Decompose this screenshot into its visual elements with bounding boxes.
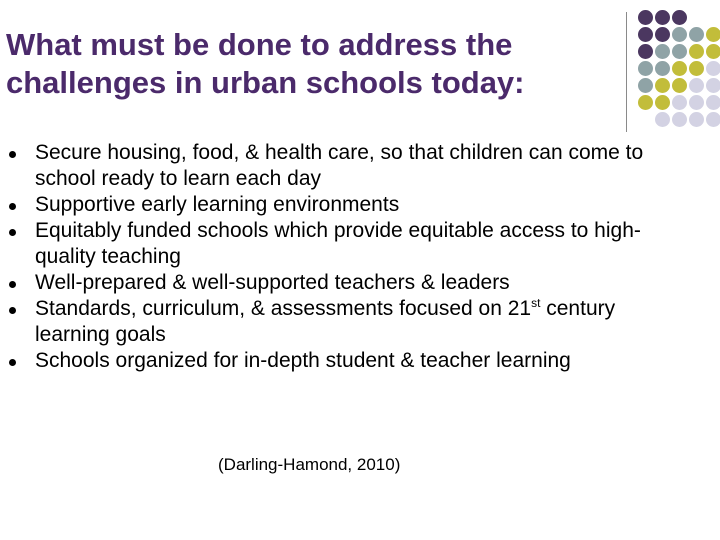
- decorative-dot: [655, 10, 670, 25]
- decorative-dot: [706, 95, 720, 110]
- bullet-item: [0, 218, 720, 270]
- decorative-dot: [672, 44, 687, 59]
- title-divider: [626, 12, 627, 132]
- bullet-text: Well-prepared & well-supported teachers & leaders: [35, 271, 510, 294]
- decorative-dot: [638, 78, 653, 93]
- bullet-text: [35, 297, 615, 346]
- decorative-dot: [689, 95, 704, 110]
- decorative-dot: [655, 112, 670, 127]
- bullet-icon: [9, 229, 16, 236]
- bullet-item: [0, 192, 720, 218]
- decorative-dot: [672, 78, 687, 93]
- bullet-item: [0, 140, 720, 192]
- bullet-icon: [9, 307, 16, 314]
- decorative-dot: [655, 95, 670, 110]
- slide-title: What must be done to address the challenges in urban schools today:: [6, 27, 525, 100]
- decorative-dot: [672, 10, 687, 25]
- decorative-dot: [706, 112, 720, 127]
- citation: (Darling-Hamond, 2010): [218, 455, 401, 474]
- ordinal-suffix: st: [531, 296, 541, 310]
- bullet-text: Schools organized for in-depth student & teacher learning: [35, 349, 571, 372]
- decorative-dot: [638, 27, 653, 42]
- decorative-dot: [655, 44, 670, 59]
- decorative-dot: [638, 44, 653, 59]
- decorative-dot: [689, 112, 704, 127]
- bullet-icon: [9, 203, 16, 210]
- decorative-dot: [672, 27, 687, 42]
- bullet-item: [0, 270, 720, 296]
- decorative-dot: [638, 95, 653, 110]
- bullet-item: [0, 296, 720, 348]
- decorative-dot: [706, 44, 720, 59]
- decorative-dot: [655, 78, 670, 93]
- bullet-list: [0, 140, 720, 374]
- decorative-dot: [638, 10, 653, 25]
- decorative-dot: [706, 27, 720, 42]
- bullet-icon: [9, 151, 16, 158]
- decorative-dot: [706, 78, 720, 93]
- decorative-dot: [638, 112, 653, 127]
- decorative-dot: [672, 61, 687, 76]
- bullet-icon: [9, 359, 16, 366]
- decorative-dot: [706, 61, 720, 76]
- decorative-dot: [655, 61, 670, 76]
- bullet-text-end: century learning goals: [35, 297, 616, 346]
- decorative-dot: [672, 112, 687, 127]
- bullet-text: Secure housing, food, & health care, so that children can come to school ready to learn each day: [35, 141, 644, 190]
- decorative-dot-grid: [638, 10, 720, 127]
- bullet-text: Equitably funded schools which provide equitable access to high-quality teaching: [35, 219, 641, 268]
- decorative-dot: [706, 10, 720, 25]
- bullet-text-start: Standards, curriculum, & assessments focused on 21: [35, 297, 532, 320]
- decorative-dot: [638, 61, 653, 76]
- decorative-dot: [689, 78, 704, 93]
- bullet-text: Supportive early learning environments: [35, 193, 400, 216]
- decorative-dot: [689, 61, 704, 76]
- bullet-icon: [9, 281, 16, 288]
- decorative-dot: [689, 10, 704, 25]
- decorative-dot: [655, 27, 670, 42]
- decorative-dot: [672, 95, 687, 110]
- bullet-item: [0, 348, 720, 374]
- decorative-dot: [689, 44, 704, 59]
- decorative-dot: [689, 27, 704, 42]
